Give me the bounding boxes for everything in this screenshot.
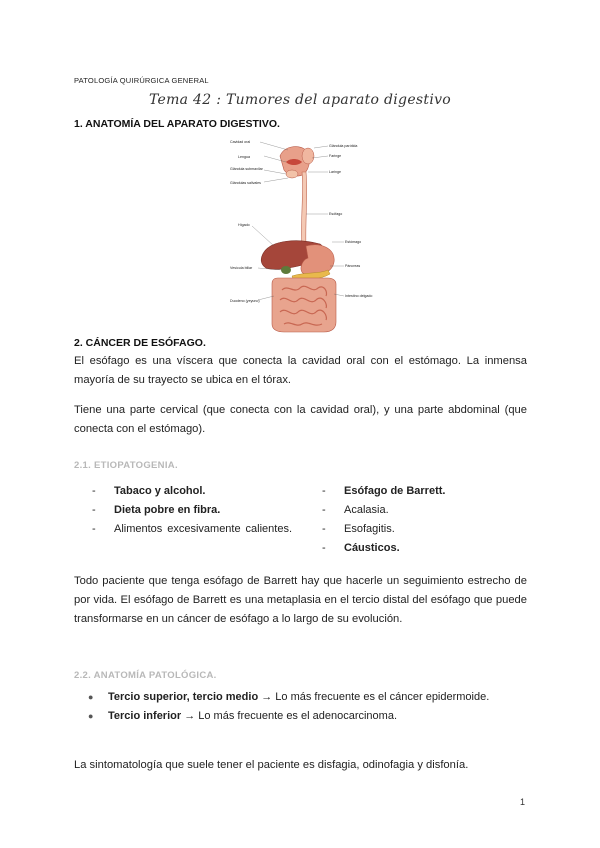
bullet-rest-text: → Lo más frecuente es el cáncer epidermoide. (258, 691, 490, 703)
risk-factors-left-list (92, 482, 292, 539)
bullet-bold-text: Tercio inferior (108, 710, 182, 722)
label-estomago: Estómago (345, 240, 362, 244)
label-higado: Hígado (238, 223, 250, 227)
paragraph-symptoms: La sintomatología que suele tener el paciente es disfagia, odinofagia y disfonía. (74, 759, 469, 771)
list-item-text: Tabaco y alcohol. (114, 485, 206, 497)
risk-factors-right-list (322, 482, 522, 558)
label-parotida: Glándula parótida (329, 144, 358, 148)
list-dash: - (322, 485, 326, 497)
list-item-text: Esófago de Barrett. (344, 485, 446, 497)
label-pancreas: Páncreas (345, 264, 361, 268)
list-item (322, 539, 522, 558)
label-duodeno: Duodeno (yeyuno) (230, 299, 260, 303)
bullet-text (108, 688, 528, 707)
label-lengua: Lengua (238, 155, 250, 159)
paragraph-esophagus-definition: El esófago es una víscera que conecta la cavidad oral con el estómago. La inmensa mayoría de su trayecto se ubica en el tórax. (74, 355, 527, 386)
section-1-heading: 1. ANATOMÍA DEL APARATO DIGESTIVO. (74, 118, 280, 130)
label-intestino: Intestino delgado (345, 294, 373, 298)
list-item-text: Alimentos excesivamente calientes. (114, 523, 292, 535)
digestive-system-illustration (228, 134, 378, 334)
label-vesicula: Vesícula biliar (230, 266, 253, 270)
section-2-2-heading: 2.2. ANATOMÍA PATOLÓGICA. (74, 670, 217, 681)
list-item (322, 520, 522, 539)
list-dash: - (322, 523, 326, 535)
list-dash: - (322, 542, 326, 554)
list-item (92, 520, 292, 539)
document-title: Tema 42 : Tumores del aparato digestivo (148, 92, 452, 108)
list-item-text: Acalasia. (344, 504, 389, 516)
pathology-bullet-list (88, 688, 528, 726)
submaxillary-shape (286, 170, 298, 178)
bullet-dot-icon: ● (88, 711, 94, 721)
bullet-dot-icon: ● (88, 692, 94, 702)
list-dash: - (92, 504, 96, 516)
bullet-item (88, 707, 528, 726)
course-header: PATOLOGÍA QUIRÚRGICA GENERAL (74, 76, 209, 85)
bullet-text (108, 707, 528, 726)
bullet-bold-text: Tercio superior, tercio medio (108, 691, 259, 703)
parotid-shape (302, 148, 314, 164)
gallbladder-shape (281, 266, 291, 274)
bullet-rest-text: → Lo más frecuente es el adenocarcinoma. (181, 710, 397, 722)
paragraph-esophagus-parts: Tiene una parte cervical (que conecta con la cavidad oral), y una parte abdominal (que conecta con el estómago). (74, 404, 527, 435)
list-item-text: Dieta pobre en fibra. (114, 504, 221, 516)
paragraph-barrett: Todo paciente que tenga esófago de Barrett hay que hacerle un seguimiento estrecho de por vida. El esófago de Barrett es una metaplasia en el tercio distal del esófago que puede transformarse en un cáncer de esófago a lo largo de su evolución. (74, 575, 527, 625)
bullet-item (88, 688, 528, 707)
list-item (322, 482, 522, 501)
section-2-1-heading: 2.1. ETIOPATOGENIA. (74, 460, 178, 471)
label-glandulas-salivales: Glándulas salivales (230, 181, 261, 185)
list-dash: - (92, 523, 96, 535)
list-item (92, 482, 292, 501)
label-faringe: Faringe (329, 154, 342, 158)
list-item-text: Esofagitis. (344, 523, 395, 535)
esophagus-shape (301, 172, 306, 246)
section-2-heading: 2. CÁNCER DE ESÓFAGO. (74, 337, 206, 349)
label-cavidad-oral: Cavidad oral (230, 140, 251, 144)
list-item (92, 501, 292, 520)
digestive-system-figure (228, 134, 378, 334)
list-item (322, 501, 522, 520)
list-item-text: Cáusticos. (344, 542, 400, 554)
list-dash: - (92, 485, 96, 497)
label-esofago: Esófago (329, 212, 343, 216)
label-laringe: Laringe (329, 170, 341, 174)
label-submaxilar: Glándula submaxilar (230, 167, 263, 171)
list-dash: - (322, 504, 326, 516)
page-number: 1 (520, 797, 526, 807)
